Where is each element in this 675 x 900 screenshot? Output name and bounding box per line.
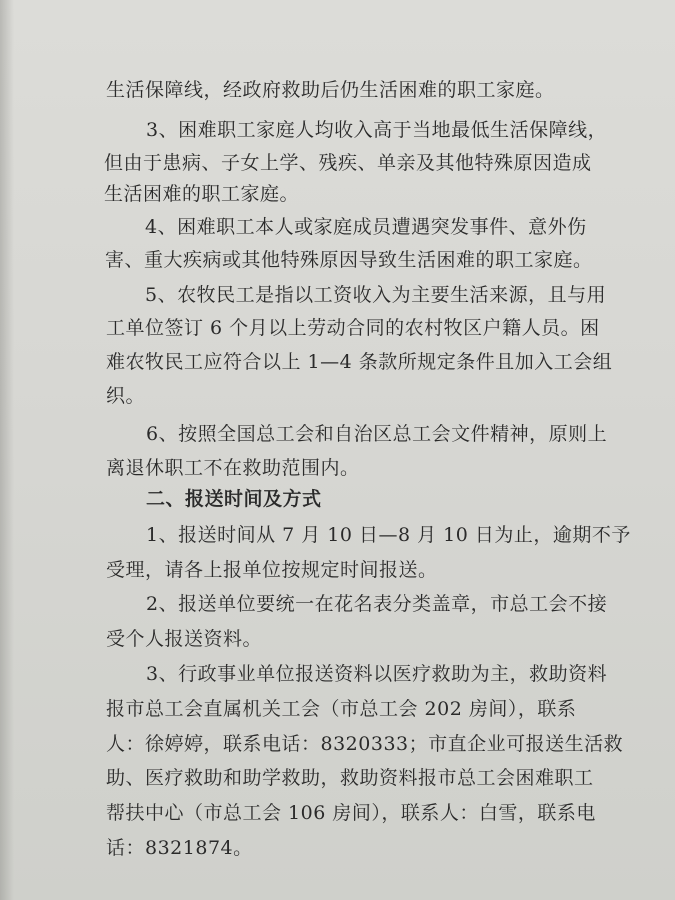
text-line-22: 话：8321874。: [106, 837, 253, 859]
text-line-4: 生活困难的职工家庭。: [104, 183, 300, 205]
text-line-7: 5、农牧民工是指以工资收入为主要生活来源，且与用: [145, 284, 607, 306]
text-line-19: 人：徐婷婷，联系电话：8320333；市直企业可报送生活救: [106, 733, 624, 755]
text-line-18: 报市总工会直属机关工会（市总工会 202 房间），联系: [106, 698, 577, 720]
text-line-5: 4、困难职工本人或家庭成员遭遇突发事件、意外伤: [145, 216, 587, 238]
text-line-13: 1、报送时间从 7 月 10 日—8 月 10 日为止，逾期不予: [146, 524, 631, 546]
text-line-2: 3、困难职工家庭人均收入高于当地最低生活保障线，: [146, 119, 608, 141]
text-line-11: 6、按照全国总工会和自治区总工会文件精神，原则上: [146, 423, 608, 445]
text-line-8: 工单位签订 6 个月以上劳动合同的农村牧区户籍人员。困: [106, 317, 600, 339]
text-line-20: 助、医疗救助和助学救助，救助资料报市总工会困难职工: [106, 767, 594, 789]
text-line-17: 3、行政事业单位报送资料以医疗救助为主，救助资料: [146, 663, 608, 685]
text-line-1: 生活保障线，经政府救助后仍生活困难的职工家庭。: [106, 79, 555, 101]
text-line-10: 织。: [106, 385, 146, 407]
text-line-21: 帮扶中心（市总工会 106 房间），联系人：白雪，联系电: [106, 802, 596, 824]
text-line-14: 受理，请各上报单位按规定时间报送。: [106, 559, 438, 581]
text-line-15: 2、报送单位要统一在花名表分类盖章，市总工会不接: [146, 593, 608, 615]
text-line-9: 难农牧民工应符合以上 1—4 条款所规定条件且加入工会组: [106, 351, 613, 373]
section-heading: 二、报送时间及方式: [146, 488, 322, 510]
text-line-3: 但由于患病、子女上学、残疾、单亲及其他特殊原因造成: [104, 152, 592, 174]
text-line-12: 离退休职工不在救助范围内。: [106, 457, 360, 479]
text-line-16: 受个人报送资料。: [106, 628, 263, 650]
text-line-6: 害、重大疾病或其他特殊原因导致生活困难的职工家庭。: [105, 249, 593, 271]
